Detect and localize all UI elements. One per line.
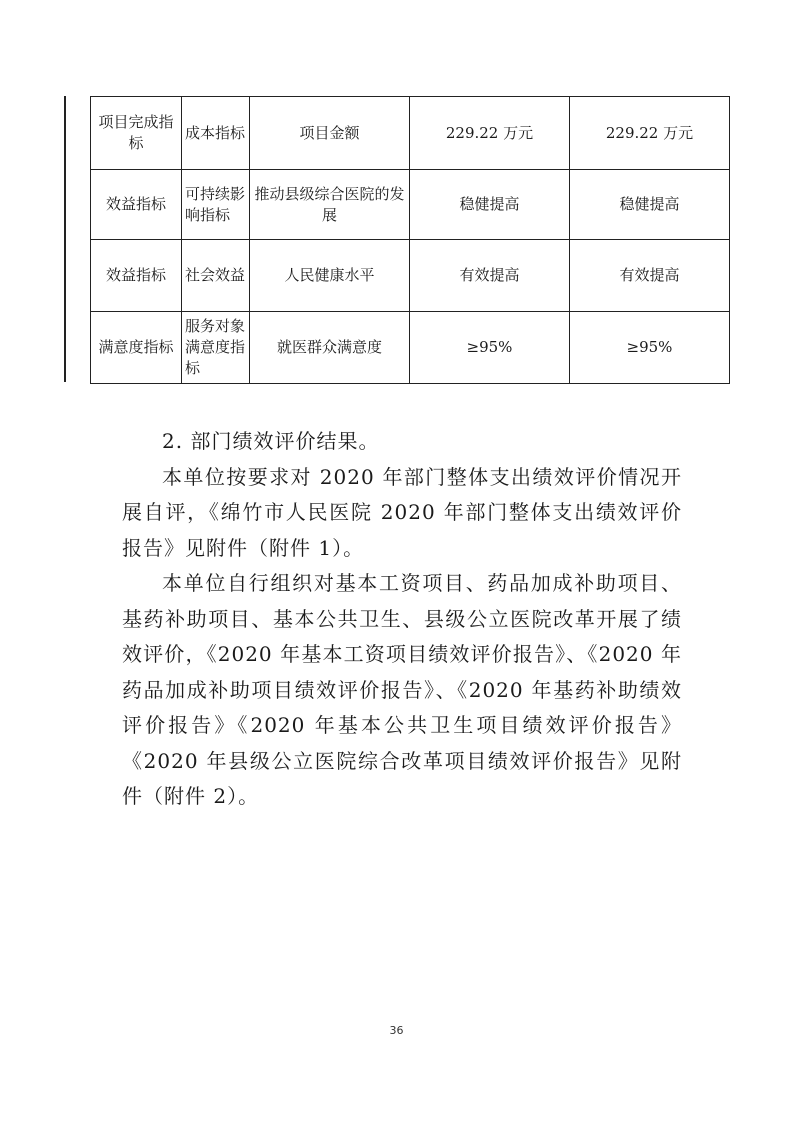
table-cell: 人民健康水平 <box>250 240 410 312</box>
table-cell: 满意度指标 <box>91 312 182 384</box>
table-cell: ≥95% <box>410 312 570 384</box>
table-cell: 效益指标 <box>91 240 182 312</box>
paragraph-project-evaluation: 本单位自行组织对基本工资项目、药品加成补助项目、基药补助项目、基本公共卫生、县级公立医院改革开展了绩效评价，《2020 年基本工资项目绩效评价报告》、《2020 年药品加成补助项目绩效评价报告》、《2020 年基药补助绩效评价报告》《2020 年基本公共卫生项目绩效评价报告》《2020 年县级公立医院综合改革项目绩效评价报告》见附件（附件 2）。 <box>122 571 682 808</box>
table-row <box>91 240 730 312</box>
table-cell: ≥95% <box>570 312 730 384</box>
table-cell: 效益指标 <box>91 170 182 240</box>
table-cell: 服务对象满意度指标 <box>182 312 250 384</box>
page-number: 36 <box>389 1024 404 1037</box>
table-cell: 229.22 万元 <box>570 97 730 170</box>
table-cell: 有效提高 <box>570 240 730 312</box>
table-cell: 就医群众满意度 <box>250 312 410 384</box>
table-cell: 229.22 万元 <box>410 97 570 170</box>
section-body <box>122 424 682 815</box>
performance-indicator-table <box>90 96 730 384</box>
table-cell: 成本指标 <box>182 97 250 170</box>
table-cell: 项目完成指标 <box>91 97 182 170</box>
margin-rule <box>64 96 66 382</box>
table-cell: 稳健提高 <box>570 170 730 240</box>
table-row <box>91 312 730 384</box>
table-cell: 有效提高 <box>410 240 570 312</box>
paragraph-self-evaluation: 本单位按要求对 2020 年部门整体支出绩效评价情况开展自评，《绵竹市人民医院 2020 年部门整体支出绩效评价报告》见附件（附件 1）。 <box>122 464 682 560</box>
table-row <box>91 97 730 170</box>
table-cell: 推动县级综合医院的发展 <box>250 170 410 240</box>
table-row <box>91 170 730 240</box>
table-cell: 社会效益 <box>182 240 250 312</box>
table-cell: 可持续影响指标 <box>182 170 250 240</box>
section-heading: 2. 部门绩效评价结果。 <box>162 429 380 453</box>
table-cell: 稳健提高 <box>410 170 570 240</box>
table-cell: 项目金额 <box>250 97 410 170</box>
